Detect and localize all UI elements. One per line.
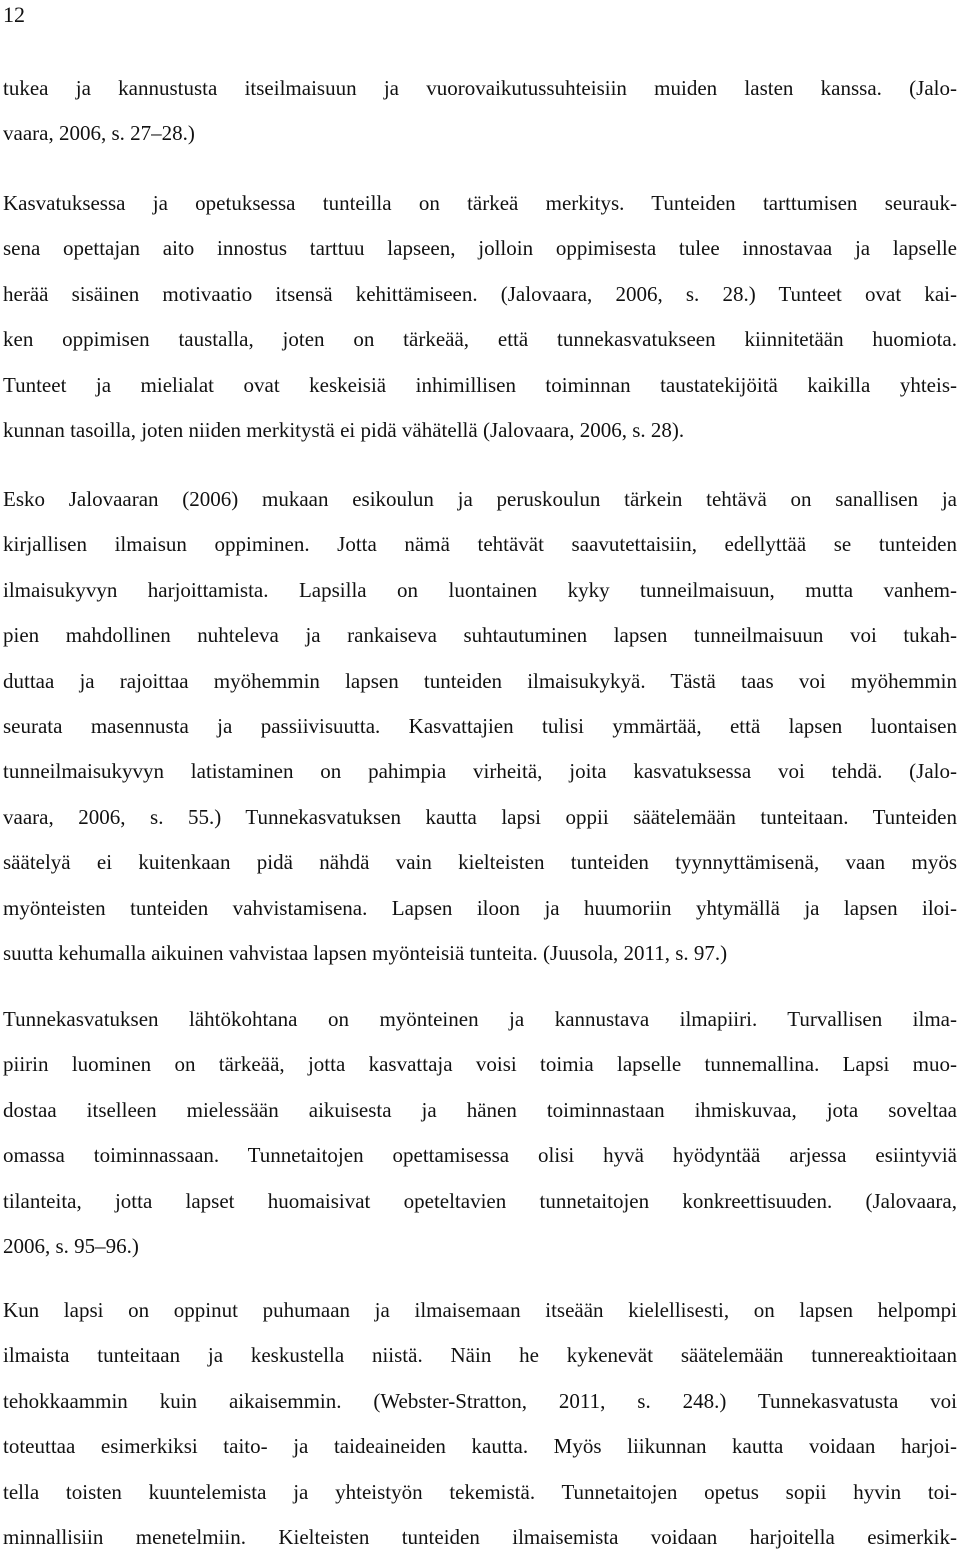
text-line: duttaa ja rajoittaa myöhemmin lapsen tunteiden ilmaisukykyä. Tästä taas voi myöhemmin bbox=[3, 668, 957, 693]
text-line: Kun lapsi on oppinut puhumaan ja ilmaisemaan itseään kielellisesti, on lapsen helpompi bbox=[3, 1298, 957, 1322]
text-line: sena opettajan aito innostus tarttuu lapseen, jolloin oppimisesta tulee innostavaa ja lapselle bbox=[3, 236, 957, 261]
text-line: dostaa itselleen mielessään aikuisesta ja hänen toiminnastaan ihmiskuvaa, jota soveltaa bbox=[3, 1097, 957, 1122]
text-line: herää sisäinen motivaatio itsensä kehittämiseen. (Jalovaara, 2006, s. 28.) Tunteet ovat kai- bbox=[3, 281, 957, 306]
text-line: tehokkaammin kuin aikaisemmin. (Webster-Stratton, 2011, s. 248.) Tunnekasvatusta voi bbox=[3, 1388, 957, 1413]
paragraph bbox=[3, 181, 957, 453]
text-line: pien mahdollinen nuhteleva ja rankaiseva suhtautuminen lapsen tunneilmaisuun voi tukah- bbox=[3, 623, 957, 648]
text-line: vaara, 2006, s. 55.) Tunnekasvatuksen kautta lapsi oppii säätelemään tunteitaan. Tunteiden bbox=[3, 804, 957, 829]
text-line: piirin luominen on tärkeää, jotta kasvattaja voisi toimia lapselle tunnemallina. Lapsi muo- bbox=[3, 1052, 957, 1077]
text-line: seurata masennusta ja passiivisuutta. Kasvattajien tulisi ymmärtää, että lapsen luontaisen bbox=[3, 713, 957, 738]
text-line: Tunteet ja mielialat ovat keskeisiä inhimillisen toiminnan taustatekijöitä kaikilla yhteis- bbox=[3, 372, 957, 397]
text-line: kirjallisen ilmaisun oppiminen. Jotta nämä tehtävät saavutettaisiin, edellyttää se tunteiden bbox=[3, 532, 957, 557]
text-line: Tunnekasvatuksen lähtökohtana on myönteinen ja kannustava ilmapiiri. Turvallisen ilma- bbox=[3, 1007, 957, 1031]
text-line: ilmaista tunteitaan ja keskustella niistä. Näin he kykenevät säätelemään tunnereaktioitaan bbox=[3, 1343, 957, 1368]
page-number: 12 bbox=[3, 2, 25, 27]
text-line: omassa toiminnassaan. Tunnetaitojen opettamisessa olisi hyvä hyödyntää arjessa esiintyviä bbox=[3, 1143, 957, 1168]
text-line: tilanteita, jotta lapset huomaisivat opeteltavien tunnetaitojen konkreettisuuden. (Jalovaara, bbox=[3, 1188, 957, 1213]
text-line: tukea ja kannustusta itseilmaisuun ja vuorovaikutussuhteisiin muiden lasten kanssa. (Jalo- bbox=[3, 76, 957, 100]
text-line: säätelyä ei kuitenkaan pidä nähdä vain kielteisten tunteiden tyynnyttämisenä, vaan myös bbox=[3, 850, 957, 875]
text-line: ilmaisukyvyn harjoittamista. Lapsilla on luontainen kyky tunneilmaisuun, mutta vanhem- bbox=[3, 577, 957, 602]
text-line: vaara, 2006, s. 27–28.) bbox=[3, 121, 195, 146]
text-line: ken oppimisen taustalla, joten on tärkeää, että tunnekasvatukseen kiinnitetään huomiota. bbox=[3, 327, 957, 352]
text-line: Kasvatuksessa ja opetuksessa tunteilla on tärkeä merkitys. Tunteiden tarttumisen seurauk- bbox=[3, 191, 957, 215]
text-line: tunneilmaisukyvyn latistaminen on pahimpia virheitä, joita kasvatuksessa voi tehdä. (Jalo- bbox=[3, 759, 957, 784]
text-line: 2006, s. 95–96.) bbox=[3, 1233, 139, 1258]
text-line: Esko Jalovaaran (2006) mukaan esikoulun ja peruskoulun tärkein tehtävä on sanallisen ja bbox=[3, 487, 957, 511]
text-line: myönteisten tunteiden vahvistamisena. Lapsen iloon ja huumoriin yhtymällä ja lapsen iloi- bbox=[3, 895, 957, 920]
paragraph bbox=[3, 1288, 957, 1560]
text-line: tella toisten kuuntelemista ja yhteistyön tekemistä. Tunnetaitojen opetus sopii hyvin toi- bbox=[3, 1479, 957, 1504]
text-line: toteuttaa esimerkiksi taito- ja taideaineiden kautta. Myös liikunnan kautta voidaan harjoi- bbox=[3, 1434, 957, 1459]
paragraph bbox=[3, 477, 957, 976]
text-line: minnallisiin menetelmiin. Kielteisten tunteiden ilmaisemista voidaan harjoitella esimerkik- bbox=[3, 1524, 957, 1549]
text-line: kunnan tasoilla, joten niiden merkitystä ei pidä vähätellä (Jalovaara, 2006, s. 28). bbox=[3, 417, 685, 442]
paragraph bbox=[3, 997, 957, 1269]
text-line: suutta kehumalla aikuinen vahvistaa lapsen myönteisiä tunteita. (Juusola, 2011, s. 97.) bbox=[3, 940, 728, 965]
paragraph bbox=[3, 66, 957, 157]
